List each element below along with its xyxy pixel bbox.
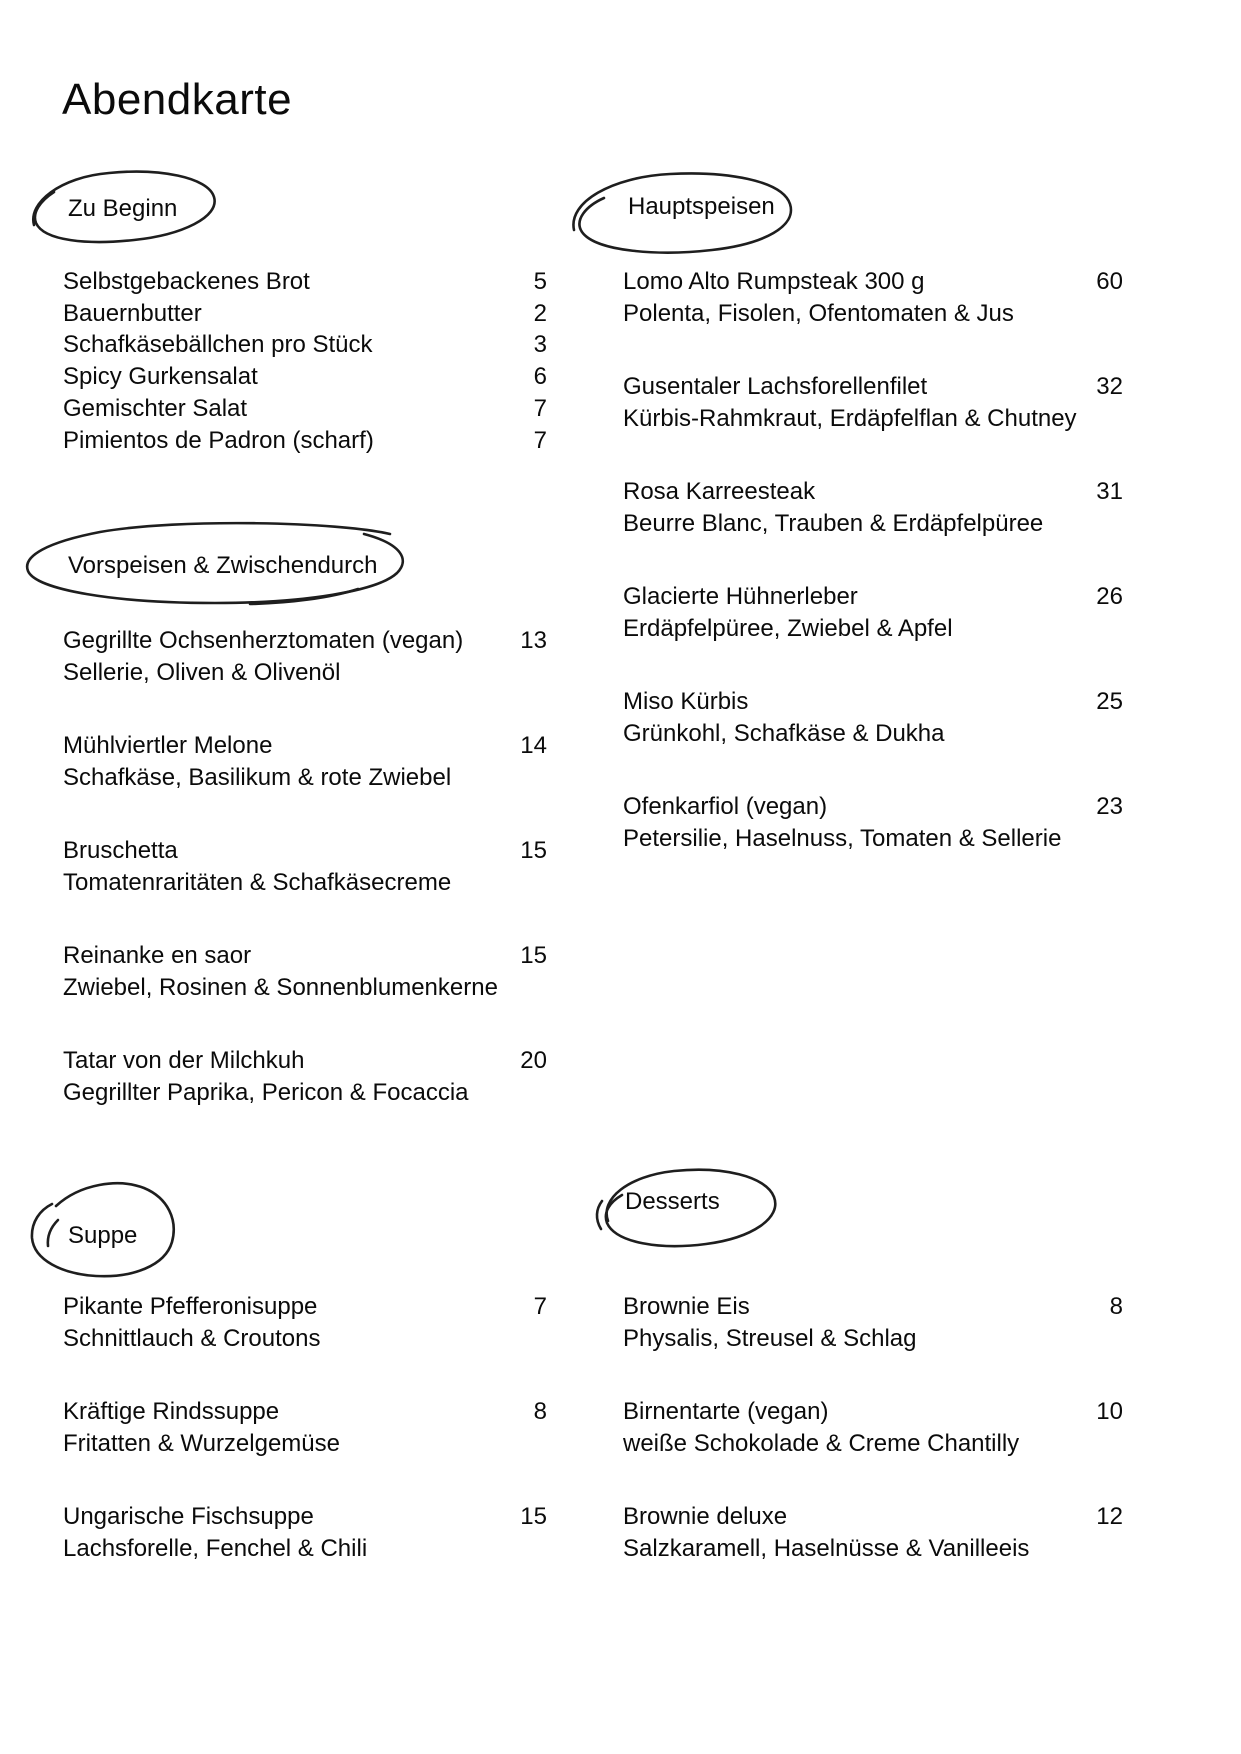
menu-item-row <box>63 329 547 361</box>
item-name: Brownie deluxe <box>623 1503 788 1530</box>
item-price: 7 <box>533 395 547 422</box>
page-title: Abendkarte <box>62 75 293 124</box>
menu-item-row <box>623 266 1123 298</box>
item-price: 20 <box>520 1047 547 1074</box>
item-name: Gegrillte Ochsenherztomaten (vegan) <box>63 627 464 654</box>
item-name: Pimientos de Padron (scharf) <box>63 427 374 454</box>
menu-item-row <box>623 1396 1123 1428</box>
item-price: 3 <box>533 331 547 358</box>
item-description: Zwiebel, Rosinen & Sonnenblumenkerne <box>63 974 498 1001</box>
menu-item-row <box>623 1501 1123 1533</box>
item-name: Brownie Eis <box>623 1293 750 1320</box>
item-name: Lomo Alto Rumpsteak 300 g <box>623 268 925 295</box>
item-description: Polenta, Fisolen, Ofentomaten & Jus <box>623 300 1014 327</box>
item-description: weiße Schokolade & Creme Chantilly <box>623 1430 1020 1457</box>
menu-item-row <box>63 835 547 867</box>
item-price: 14 <box>520 732 547 759</box>
item-price: 25 <box>1096 688 1123 715</box>
section-label: Zu Beginn <box>68 195 178 222</box>
menu-item-row <box>63 298 547 330</box>
item-price: 23 <box>1096 793 1123 820</box>
menu-item-row <box>63 393 547 425</box>
item-name: Rosa Karreesteak <box>623 478 816 505</box>
section-label: Desserts <box>625 1188 720 1215</box>
menu-item-row <box>623 791 1123 823</box>
menu-item-row <box>623 686 1123 718</box>
item-description: Petersilie, Haselnuss, Tomaten & Sellerie <box>623 825 1062 852</box>
menu-item-row <box>63 1045 547 1077</box>
item-price: 8 <box>1109 1293 1123 1320</box>
menu-item-row <box>623 1291 1123 1323</box>
item-name: Ungarische Fischsuppe <box>63 1503 314 1530</box>
item-price: 60 <box>1096 268 1123 295</box>
item-name: Glacierte Hühnerleber <box>623 583 858 610</box>
item-name: Gemischter Salat <box>63 395 248 422</box>
item-price: 2 <box>533 300 547 327</box>
item-description: Schafkäse, Basilikum & rote Zwiebel <box>63 764 452 791</box>
item-name: Bruschetta <box>63 837 178 864</box>
item-name: Kräftige Rindssuppe <box>63 1398 280 1425</box>
item-name: Schafkäsebällchen pro Stück <box>63 331 373 358</box>
item-price: 15 <box>520 1503 547 1530</box>
section-header-suppe <box>22 1176 182 1280</box>
section-header-zu-beginn <box>24 165 219 245</box>
menu-item-row <box>63 1291 547 1323</box>
item-description: Lachsforelle, Fenchel & Chili <box>63 1535 368 1562</box>
menu-item-row <box>63 266 547 298</box>
menu-item-row <box>623 581 1123 613</box>
item-price: 15 <box>520 942 547 969</box>
item-price: 15 <box>520 837 547 864</box>
menu-item-row <box>63 940 547 972</box>
menu-item-row <box>63 1501 547 1533</box>
item-name: Spicy Gurkensalat <box>63 363 258 390</box>
item-name: Selbstgebackenes Brot <box>63 268 310 295</box>
item-name: Gusentaler Lachsforellenfilet <box>623 373 928 400</box>
item-name: Reinanke en saor <box>63 942 252 969</box>
item-name: Birnentarte (vegan) <box>623 1398 829 1425</box>
section-header-vorspeisen <box>20 518 415 610</box>
menu-item-row <box>623 476 1123 508</box>
item-price: 13 <box>520 627 547 654</box>
item-description: Fritatten & Wurzelgemüse <box>63 1430 340 1457</box>
menu-item-row <box>63 1396 547 1428</box>
item-description: Kürbis-Rahmkraut, Erdäpfelflan & Chutney <box>623 405 1077 432</box>
menu-item-row <box>63 361 547 393</box>
item-description: Physalis, Streusel & Schlag <box>623 1325 917 1352</box>
item-price: 7 <box>533 427 547 454</box>
item-price: 32 <box>1096 373 1123 400</box>
item-price: 26 <box>1096 583 1123 610</box>
menu-item-row <box>63 730 547 762</box>
item-name: Tatar von der Milchkuh <box>63 1047 305 1074</box>
item-price: 8 <box>533 1398 547 1425</box>
item-name: Pikante Pfefferonisuppe <box>63 1293 318 1320</box>
item-price: 31 <box>1096 478 1123 505</box>
menu-item-row <box>63 425 547 457</box>
item-description: Beurre Blanc, Trauben & Erdäpfelpüree <box>623 510 1044 537</box>
item-name: Ofenkarfiol (vegan) <box>623 793 828 820</box>
section-label: Vorspeisen & Zwischendurch <box>68 552 378 579</box>
item-price: 5 <box>533 268 547 295</box>
item-price: 12 <box>1096 1503 1123 1530</box>
item-description: Grünkohl, Schafkäse & Dukha <box>623 720 945 747</box>
item-name: Bauernbutter <box>63 300 202 327</box>
item-price: 7 <box>533 1293 547 1320</box>
section-header-hauptspeisen <box>560 168 800 256</box>
item-description: Sellerie, Oliven & Olivenöl <box>63 659 341 686</box>
item-name: Miso Kürbis <box>623 688 749 715</box>
item-name: Mühlviertler Melone <box>63 732 273 759</box>
item-description: Salzkaramell, Haselnüsse & Vanilleeis <box>623 1535 1030 1562</box>
menu-item-row <box>623 371 1123 403</box>
menu-item-row <box>63 625 547 657</box>
item-description: Gegrillter Paprika, Pericon & Focaccia <box>63 1079 469 1106</box>
item-description: Erdäpfelpüree, Zwiebel & Apfel <box>623 615 953 642</box>
item-price: 6 <box>533 363 547 390</box>
item-price: 10 <box>1096 1398 1123 1425</box>
item-description: Schnittlauch & Croutons <box>63 1325 321 1352</box>
item-description: Tomatenraritäten & Schafkäsecreme <box>63 869 452 896</box>
section-label: Hauptspeisen <box>628 193 775 220</box>
section-header-desserts <box>592 1163 784 1253</box>
section-label: Suppe <box>68 1222 138 1249</box>
